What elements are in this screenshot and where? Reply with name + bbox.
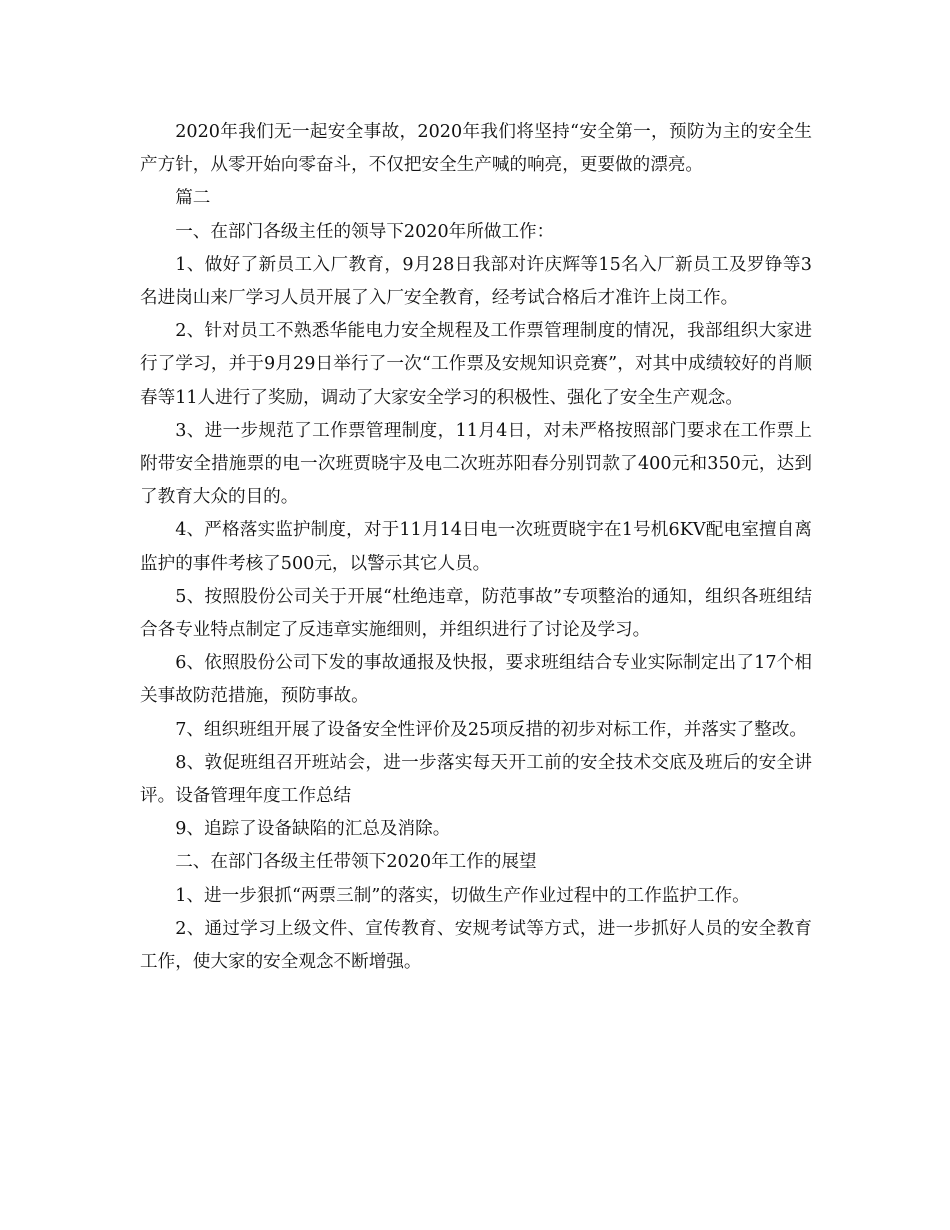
document-body	[140, 116, 812, 979]
paragraph-item-3: 3、进一步规范了工作票管理制度，11月4日，对未严格按照部门要求在工作票上附带安全措施票的电一次班贾晓宇及电二次班苏阳春分别罚款了400元和350元，达到了教育大众的目的。	[140, 420, 812, 508]
paragraph-item-5: 5、按照股份公司关于开展“杜绝违章，防范事故”专项整治的通知，组织各班组结合各专业特点制定了反违章实施细则，并组织进行了讨论及学习。	[140, 586, 812, 641]
paragraph-outlook-2: 2、通过学习上级文件、宣传教育、安规考试等方式，进一步抓好人员的安全教育工作，使大家的安全观念不断增强。	[140, 918, 812, 973]
paragraph-item-2: 2、针对员工不熟悉华能电力安全规程及工作票管理制度的情况，我部组织大家进行了学习，并于9月29日举行了一次“工作票及安规知识竞赛”，对其中成绩较好的肖顺春等11人进行了奖励，调动了大家安全学习的积极性、强化了安全生产观念。	[140, 321, 812, 408]
paragraph-item-4: 4、严格落实监护制度，对于11月14日电一次班贾晓宇在1号机6KV配电室擅自离监护的事件考核了500元，以警示其它人员。	[140, 520, 812, 574]
section-heading-work-done: 一、在部门各级主任的领导下2020年所做工作：	[175, 221, 555, 242]
paragraph-intro: 2020年我们无一起安全事故，2020年我们将坚持“安全第一，预防为主的安全生产方针，从零开始向零奋斗，不仅把安全生产喊的响亮，更要做的漂亮。	[140, 122, 812, 176]
paragraph-item-8: 8、敦促班组召开班站会，进一步落实每天开工前的安全技术交底及班后的安全讲评。设备管理年度工作总结	[140, 752, 812, 807]
section-heading-part-two: 篇二	[175, 188, 211, 209]
paragraph-item-7: 7、组织班组开展了设备安全性评价及25项反措的初步对标工作，并落实了整改。	[175, 719, 807, 740]
paragraph-item-9: 9、追踪了设备缺陷的汇总及消除。	[175, 819, 451, 840]
paragraph-item-1: 1、做好了新员工入厂教育，9月28日我部对许庆辉等15名入厂新员工及罗铮等3名进岗山来厂学习人员开展了入厂安全教育，经考试合格后才准许上岗工作。	[140, 254, 812, 309]
section-heading-outlook: 二、在部门各级主任带领下2020年工作的展望	[175, 852, 537, 873]
paragraph-outlook-1: 1、进一步狠抓“两票三制”的落实，切做生产作业过程中的工作监护工作。	[175, 885, 750, 906]
paragraph-item-6: 6、依照股份公司下发的事故通报及快报，要求班组结合专业实际制定出了17个相关事故防范措施，预防事故。	[140, 653, 812, 707]
